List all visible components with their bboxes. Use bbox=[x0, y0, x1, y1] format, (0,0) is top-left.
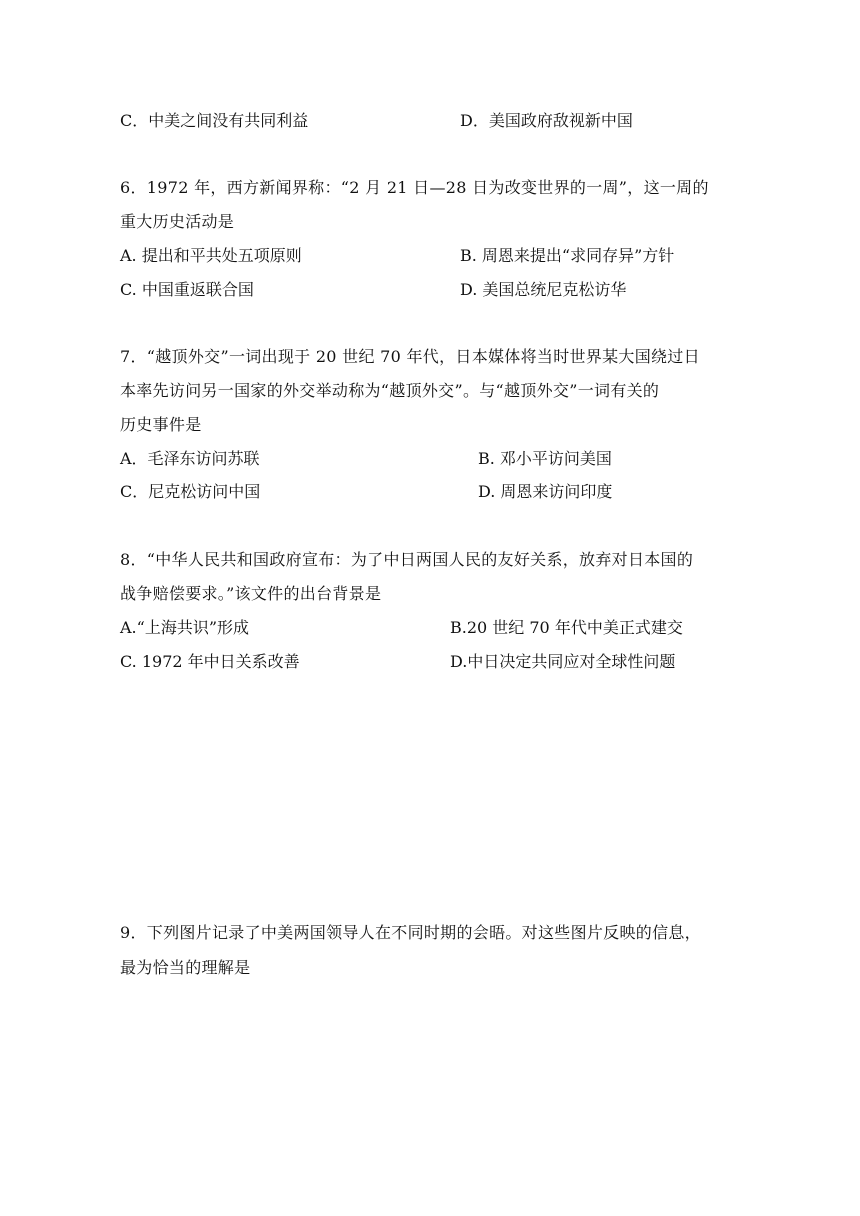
q6-option-b: B. 周恩来提出“求同存异”方针 bbox=[460, 246, 675, 265]
q6-option-c: C. 中国重返联合国 bbox=[120, 280, 254, 299]
q8-option-d: D.中日决定共同应对全球性问题 bbox=[450, 652, 676, 671]
q7-option-d: D. 周恩来访问印度 bbox=[478, 482, 613, 501]
q7-option-a: A．毛泽东访问苏联 bbox=[120, 449, 260, 468]
q5-option-d: D．美国政府敌视新中国 bbox=[460, 111, 633, 130]
q8-option-a: A.“上海共识”形成 bbox=[120, 618, 250, 637]
q7-stem-line1: 7．“越顶外交”一词出现于 20 世纪 70 年代，日本媒体将当时世界某大国绕过日 bbox=[120, 347, 700, 366]
q7-option-b: B. 邓小平访问美国 bbox=[478, 449, 612, 468]
q7-stem-line2: 本率先访问另一国家的外交举动称为“越顶外交”。与“越顶外交”一词有关的 bbox=[120, 381, 660, 400]
q8-option-c: C. 1972 年中日关系改善 bbox=[120, 652, 300, 671]
q8-stem-line2: 战争赔偿要求。”该文件的出台背景是 bbox=[120, 584, 382, 603]
q6-option-a: A. 提出和平共处五项原则 bbox=[120, 246, 302, 265]
q8-stem-line1: 8．“中华人民共和国政府宣布：为了中日两国人民的友好关系，放弃对日本国的 bbox=[120, 550, 694, 569]
q8-option-b: B.20 世纪 70 年代中美正式建交 bbox=[450, 618, 683, 637]
q5-option-c: C．中美之间没有共同利益 bbox=[120, 111, 309, 130]
q7-option-c: C．尼克松访问中国 bbox=[120, 482, 261, 501]
q6-option-d: D. 美国总统尼克松访华 bbox=[460, 280, 627, 299]
q6-stem-line2: 重大历史活动是 bbox=[120, 212, 235, 231]
q9-stem-line2: 最为恰当的理解是 bbox=[120, 958, 251, 977]
q9-stem-line1: 9．下列图片记录了中美两国领导人在不同时期的会晤。对这些图片反映的信息， bbox=[120, 923, 701, 942]
q7-stem-line3: 历史事件是 bbox=[120, 415, 202, 434]
q6-stem-line1: 6．1972 年，西方新闻界称：“2 月 21 日—28 日为改变世界的一周”，这一周的 bbox=[120, 178, 709, 197]
